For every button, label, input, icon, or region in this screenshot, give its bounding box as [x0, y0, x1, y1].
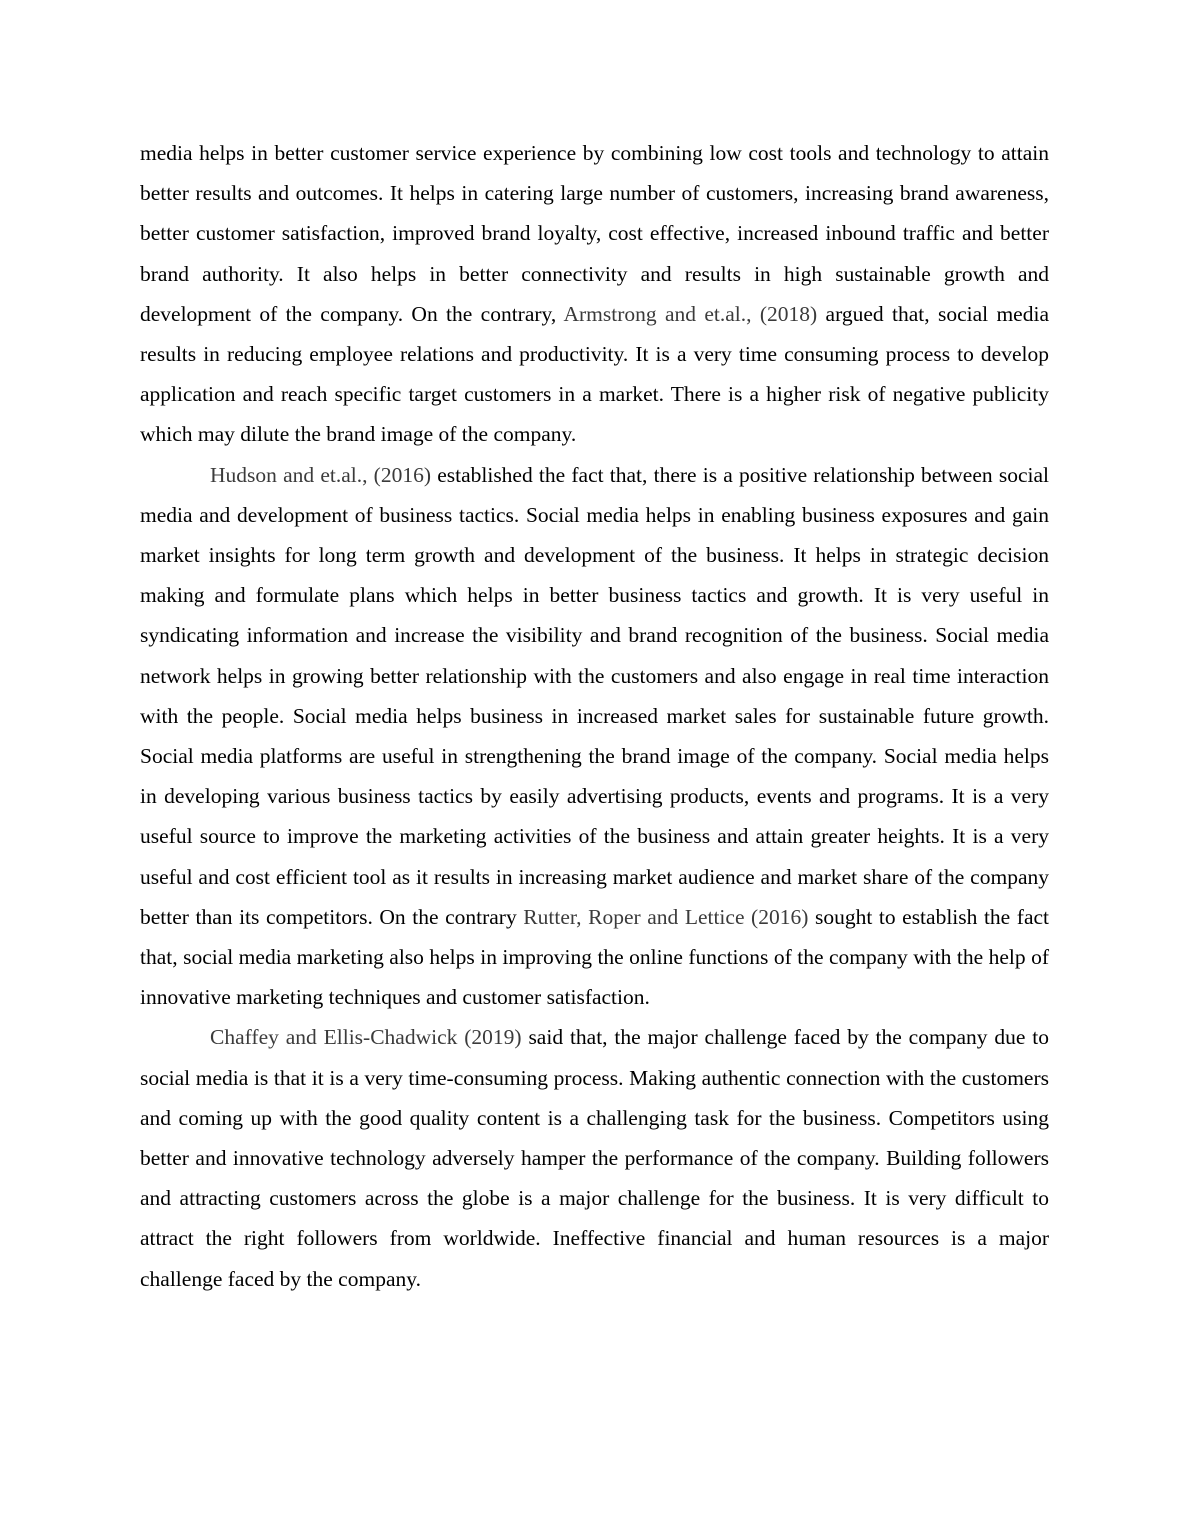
citation-hudson-2016: Hudson and et.al., (2016)	[210, 462, 431, 487]
paragraph-text: said that, the major challenge faced by the company due to social media is that it is a very time-consuming process. Making authentic connection with the customers and coming up with the good quality content is a challenging task for the business. Competitors using better and innovative technology adversely hamper the performance of the company. Building followers and attracting customers across the globe is a major challenge for the business. It is very difficult to attract the right followers from worldwide. Ineffective financial and human resources is a major challenge faced by the company.	[140, 1025, 1049, 1291]
document-page	[140, 133, 1049, 1299]
paragraph-1	[140, 133, 1049, 455]
paragraph-text: argued that, social media results in reducing employee relations and productivity. It is a very time consuming process to develop application and reach specific target customers in a market. There is a higher risk of negative publicity which may dilute the brand image of the company.	[140, 301, 1049, 447]
paragraph-text: sought to establish the fact that, social media marketing also helps in improving the online functions of the company with the help of innovative marketing techniques and customer satisfaction.	[140, 904, 1050, 1010]
paragraph-2	[140, 455, 1049, 1018]
citation-rutter-2016: Rutter, Roper and Lettice (2016)	[523, 904, 809, 929]
citation-armstrong-2018: Armstrong and et.al., (2018)	[563, 301, 818, 326]
paragraph-text: established the fact that, there is a positive relationship between social media and development of business tactics. Social media helps in enabling business exposures and gain market insights for long term growth and development of the business. It helps in strategic decision making and formulate plans which helps in better business tactics and growth. It is very useful in syndicating information and increase the visibility and brand recognition of the business. Social media network helps in growing better relationship with the customers and also engage in real time interaction with the people. Social media helps business in increased market sales for sustainable future growth. Social media platforms are useful in strengthening the brand image of the company. Social media helps in developing various business tactics by easily advertising products, events and programs. It is a very useful source to improve the marketing activities of the business and attain greater heights. It is a very useful and cost efficient tool as it results in increasing market audience and market share of the company better than its competitors. On the contrary	[140, 462, 1049, 929]
paragraph-3	[140, 1017, 1049, 1298]
citation-chaffey-2019: Chaffey and Ellis-Chadwick (2019)	[210, 1025, 522, 1050]
paragraph-text: media helps in better customer service experience by combining low cost tools and technology to attain better results and outcomes. It helps in catering large number of customers, increasing brand awareness, better customer satisfaction, improved brand loyalty, cost effective, increased inbound traffic and better brand authority. It also helps in better connectivity and results in high sustainable growth and development of the company. On the contrary,	[140, 141, 1049, 326]
